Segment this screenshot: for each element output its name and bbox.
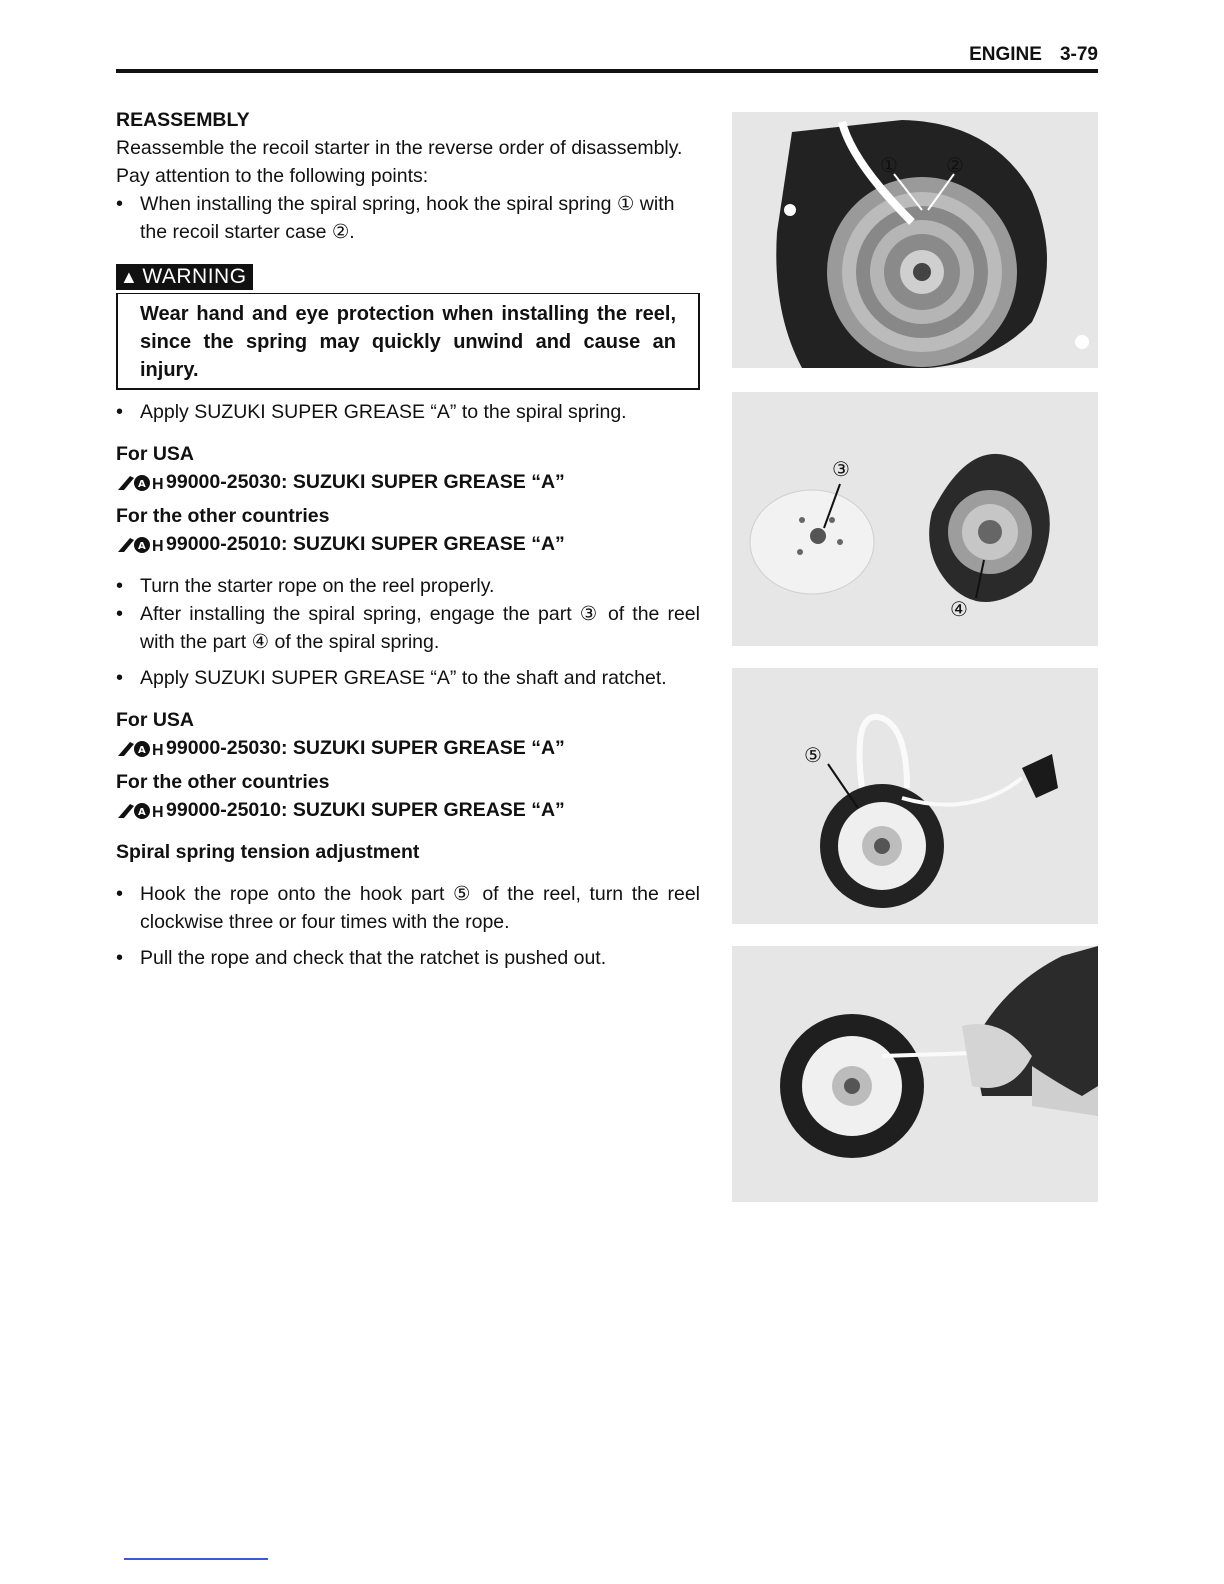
photo-spiral-spring-case (732, 112, 1098, 368)
for-usa-label-1: For USA (116, 443, 194, 465)
callout-3: ③ (832, 457, 850, 481)
callout-4: ④ (950, 597, 968, 621)
svg-text:A: A (138, 807, 146, 818)
grease-usa-2-text: 99000-25030: SUZUKI SUPER GREASE “A” (166, 737, 565, 759)
callout-1: ① (880, 153, 898, 177)
grease-other-1-text: 99000-25010: SUZUKI SUPER GREASE “A” (166, 533, 565, 555)
warning-box: Wear hand and eye protection when installing the reel, since the spring may quickly unwind and cause an injury. (116, 293, 700, 390)
page-header (116, 44, 1098, 68)
photo-rope-hook (732, 668, 1098, 924)
grease-usa-1 (116, 468, 700, 496)
section-title: ENGINE (969, 44, 1042, 65)
text-column (116, 106, 700, 972)
for-other-label-1: For the other countries (116, 505, 330, 527)
tension-title: Spiral spring tension adjustment (116, 841, 420, 863)
grease-tool-icon (116, 800, 164, 820)
bullet-pull-rope: • Pull the rope and check that the ratchet is pushed out. (116, 944, 700, 972)
warning-triangle-icon: ▲ (120, 267, 139, 287)
svg-text:H: H (152, 804, 164, 820)
photo-reel-engagement (732, 392, 1098, 646)
svg-text:A: A (138, 479, 146, 490)
warning-tag-label: WARNING (142, 265, 247, 288)
svg-text:A: A (138, 745, 146, 756)
svg-text:H: H (152, 742, 164, 758)
warning-tag (116, 264, 253, 290)
bullet-engage-part: • After installing the spiral spring, engage the part ③ of the reel with the part ④ of the spiral spring. (116, 600, 700, 656)
photo-pull-rope (732, 946, 1098, 1202)
grease-tool-icon (116, 534, 164, 554)
bullet-hook-spring: • When installing the spiral spring, hook the spiral spring ① with the recoil starter case ②. (116, 190, 700, 246)
grease-tool-icon (116, 472, 164, 492)
grease-usa-2 (116, 734, 700, 762)
svg-text:H: H (152, 476, 164, 492)
svg-text:H: H (152, 538, 164, 554)
for-other-label-2: For the other countries (116, 771, 330, 793)
reassembly-intro: Reassemble the recoil starter in the reverse order of disassembly. Pay attention to the following points: (116, 137, 683, 187)
header-rule (116, 69, 1098, 73)
grease-tool-icon (116, 738, 164, 758)
callout-2: ② (946, 153, 964, 177)
callout-5: ⑤ (804, 743, 822, 767)
bullet-apply-grease-shaft: • Apply SUZUKI SUPER GREASE “A” to the shaft and ratchet. (116, 664, 700, 692)
bullet-turn-rope: • Turn the starter rope on the reel properly. (116, 572, 700, 600)
bullet-apply-grease-spring: • Apply SUZUKI SUPER GREASE “A” to the spiral spring. (116, 398, 700, 426)
svg-text:A: A (138, 541, 146, 552)
reassembly-title: REASSEMBLY (116, 109, 250, 131)
grease-usa-1-text: 99000-25030: SUZUKI SUPER GREASE “A” (166, 471, 565, 493)
grease-other-2-text: 99000-25010: SUZUKI SUPER GREASE “A” (166, 799, 565, 821)
footer-link-line (124, 1558, 268, 1560)
bullet-hook-rope: • Hook the rope onto the hook part ⑤ of the reel, turn the reel clockwise three or four times with the rope. (116, 880, 700, 936)
page-number: 3-79 (1059, 44, 1098, 65)
grease-other-2 (116, 796, 700, 824)
for-usa-label-2: For USA (116, 709, 194, 731)
grease-other-1 (116, 530, 700, 558)
